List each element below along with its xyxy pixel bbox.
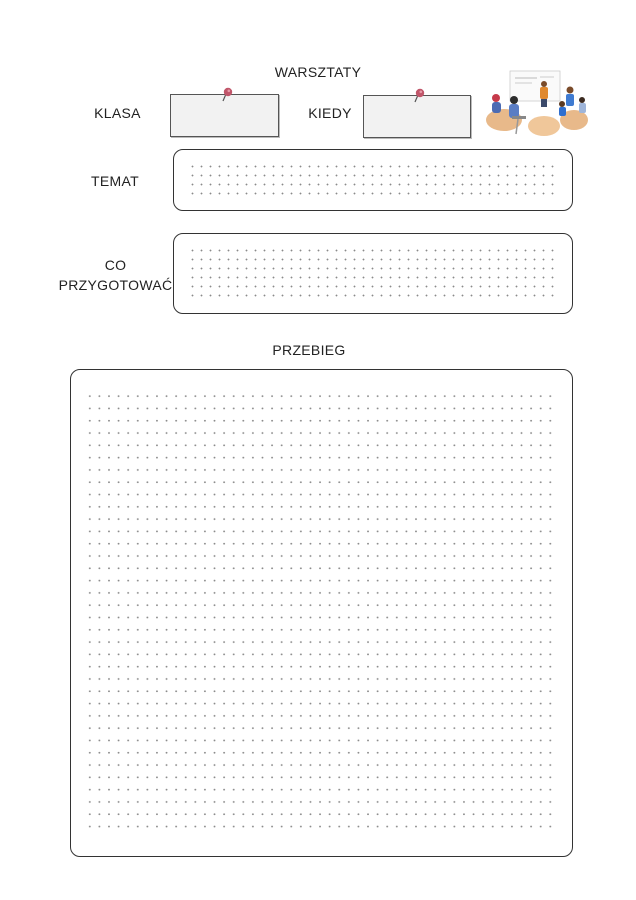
dot-grid	[188, 246, 558, 301]
temat-label: TEMAT	[91, 173, 139, 189]
przebieg-heading: PRZEBIEG	[272, 342, 346, 358]
pushpin-icon	[220, 86, 234, 102]
co-przygotowac-label	[58, 255, 173, 295]
page-title: WARSZTATY	[274, 64, 362, 80]
pushpin-icon	[412, 87, 426, 103]
przebieg-input-box[interactable]	[70, 369, 573, 857]
klasa-label: KLASA	[94, 105, 141, 121]
dot-grid	[188, 162, 558, 198]
co-przygotowac-line1: CO	[104, 257, 127, 273]
dot-grid	[85, 390, 558, 836]
workshop-people-illustration	[482, 68, 592, 140]
co-przygotowac-input-box[interactable]	[173, 233, 573, 314]
co-przygotowac-line2: PRZYGOTOWAĆ	[58, 277, 173, 293]
temat-input-box[interactable]	[173, 149, 573, 211]
kiedy-label: KIEDY	[308, 105, 352, 121]
